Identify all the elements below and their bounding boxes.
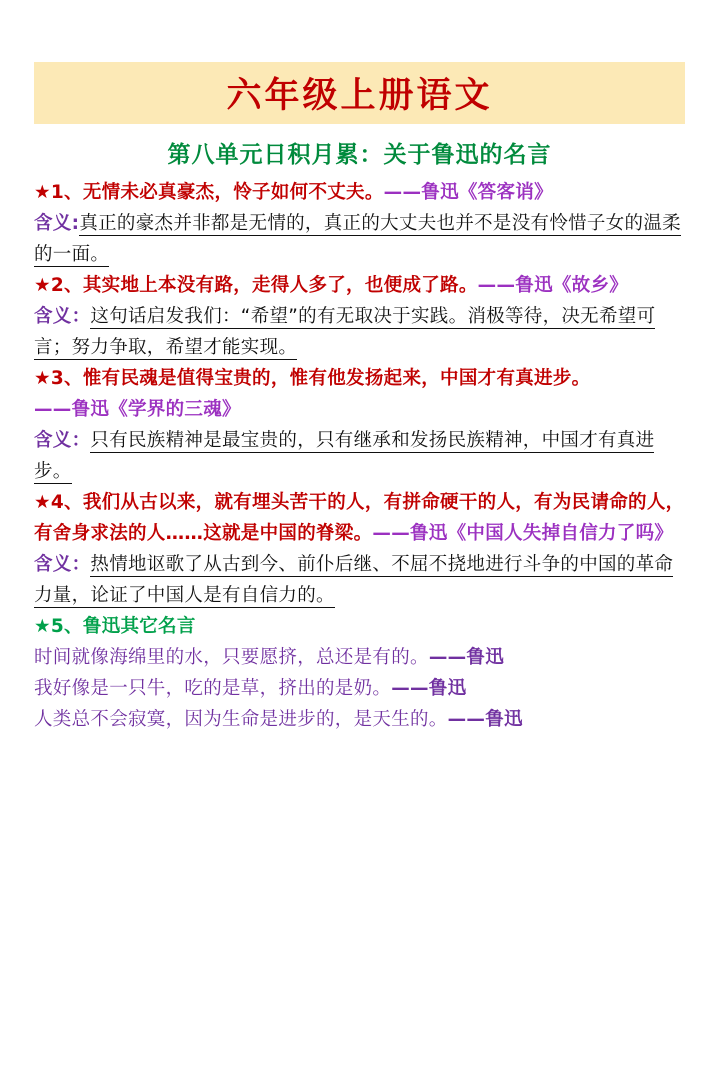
quote-source: ——鲁迅《答客诮》 (383, 182, 553, 203)
quote-line (34, 270, 685, 301)
meaning-label: 含义: (34, 213, 80, 234)
meaning-text: 只有民族精神是最宝贵的，只有继承和发扬民族精神，中国才有真进步。 (34, 430, 655, 482)
extra-item (34, 642, 685, 673)
quote-line (34, 177, 685, 208)
extra-item (34, 673, 685, 704)
extra-item-author: ——鲁迅 (447, 709, 523, 730)
meaning-text: 热情地讴歌了从古到今、前仆后继、不屈不挠地进行斗争的中国的革命力量，论证了中国人是有自信力的。 (34, 554, 674, 606)
extra-item-author: ——鲁迅 (391, 678, 467, 699)
content-body (34, 177, 685, 735)
extra-heading: 鲁迅其它名言 (82, 616, 196, 637)
entry-marker: ★5、 (34, 616, 83, 637)
meaning-line (34, 301, 685, 363)
entry-marker: ★4、 (34, 492, 83, 513)
page-title: 六年级上册语文 (226, 76, 493, 116)
meaning-text: 这句话启发我们：“希望”的有无取决于实践。消极等待，决无希望可言；努力争取，希望才能实现。 (34, 306, 656, 358)
quote-source-line: ——鲁迅《学界的三魂》 (34, 399, 241, 420)
entry-marker: ★2、 (34, 275, 83, 296)
quote-source: ——鲁迅《中国人失掉自信力了吗》 (372, 523, 674, 544)
quote-line (34, 487, 685, 549)
meaning-label: 含义： (34, 430, 91, 451)
quote-source: ——鲁迅《故乡》 (477, 275, 629, 296)
quote-text: 其实地上本没有路，走得人多了，也便成了路。 (82, 275, 478, 296)
extra-item-text: 我好像是一只牛，吃的是草，挤出的是奶。 (34, 678, 392, 699)
meaning-line (34, 425, 685, 487)
quote-text: 无情未必真豪杰，怜子如何不丈夫。 (82, 182, 384, 203)
quote-text: 我们从古以来，就有埋头苦干的人，有拼命硬干的人，有为民请命的人，有舍身求法的人……这就是中国的脊梁。 (34, 492, 685, 544)
quote-text: 惟有民魂是值得宝贵的，惟有他发扬起来，中国才有真进步。 (82, 368, 591, 389)
extra-item-author: ——鲁迅 (428, 647, 505, 668)
meaning-text: 真正的豪杰并非都是无情的，真正的大丈夫也并不是没有怜惜子女的温柔的一面。 (34, 213, 681, 265)
extra-item-text: 人类总不会寂寞，因为生命是进步的，是天生的。 (34, 709, 448, 730)
extra-item (34, 704, 685, 735)
page-subtitle: 第八单元日积月累：关于鲁迅的名言 (167, 142, 552, 168)
extra-heading-line (34, 611, 685, 642)
meaning-line (34, 208, 685, 270)
entry-marker: ★3、 (34, 368, 83, 389)
meaning-label: 含义： (34, 306, 91, 327)
extra-item-text: 时间就像海绵里的水，只要愿挤，总还是有的。 (34, 647, 429, 668)
title-banner (34, 62, 685, 124)
quote-line (34, 363, 685, 394)
meaning-line (34, 549, 685, 611)
meaning-label: 含义： (34, 554, 91, 575)
document-page (0, 62, 719, 1080)
entry-marker: ★1、 (34, 182, 83, 203)
